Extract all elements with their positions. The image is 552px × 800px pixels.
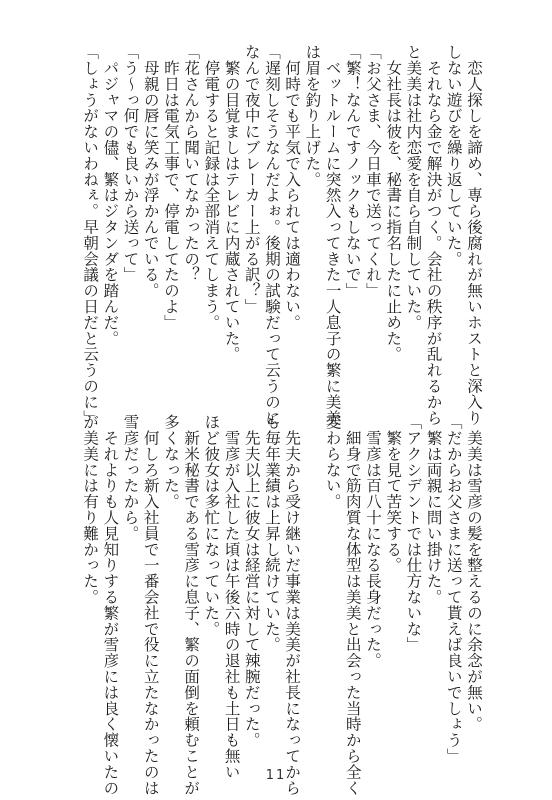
text-line: しない遊びを繰り返していた。: [444, 44, 463, 267]
text-line: 「しょうがないわねぇ。早朝会議の日だと云うのに」: [81, 44, 100, 426]
text-line: それよりも人見知りする繁が雪彦には良く懐いたの: [101, 414, 120, 796]
text-line: 繁を見て苦笑する。: [384, 414, 403, 573]
text-line: 昨日は電気工事で、停電してたのよ」: [161, 44, 180, 331]
upper-text-block: [80, 44, 484, 426]
text-line: 変わらない。: [323, 414, 342, 510]
text-line: 何しろ新入社員で一番会社で役に立たなかったのは: [141, 414, 160, 796]
text-line: 先夫以上に彼女は経営に対して辣腕だった。: [242, 414, 261, 748]
text-line: 「遅刻しそうなんだよぉ。後期の試験だって云うのに: [262, 44, 281, 426]
text-line: 女社長は彼を、秘書に指名したに止めた。: [384, 44, 403, 362]
text-line: 雪彦は百八十になる長身だった。: [363, 414, 382, 669]
text-line: は眉を釣り上げた。: [303, 44, 322, 188]
text-line: 先夫から受け継いだ事業は美美が社長になってから: [283, 414, 302, 796]
text-line: [302, 414, 322, 744]
text-line: 「繁！なんですノックもしないで」: [343, 44, 362, 299]
text-line: それなら金で解決がつく。会社の秩序が乱れるから: [424, 44, 443, 426]
text-line: と美美は社内恋愛を自ら自制していた。: [404, 44, 423, 331]
text-line: 恋人探しを諦め、専ら後腐れが無いホストと深入り: [465, 44, 483, 426]
text-line: 繁は両親に問い掛けた。: [424, 414, 443, 605]
text-line: 何時でも平気で入られては適わない。: [283, 44, 302, 331]
text-line: が美美には有り難かった。: [81, 414, 100, 605]
text-line: 「花さんから聞いてなかったの？: [182, 44, 201, 283]
text-line: も毎年業績は上昇し続けていた。: [262, 414, 281, 653]
text-line: ほど彼女は多忙になっていた。: [202, 414, 221, 637]
page-number: 11: [265, 768, 287, 783]
text-line: 「アクシデントでは仕方ないな」: [404, 414, 423, 653]
text-line: 母親の唇に笑みが浮かんでいる。: [141, 44, 160, 299]
text-line: 新米秘書である雪彦に息子、繁の面倒を頼むことが: [182, 414, 201, 796]
text-line: 「お父さま、今日車で送ってくれ」: [363, 44, 382, 299]
text-line: 「う〜っ何でも良いから送って」: [121, 44, 140, 283]
text-line: なんで夜中にブレーカー上がる訳？」: [242, 44, 261, 315]
text-line: 多くなった。: [161, 414, 180, 510]
text-line: 雪彦だったから。: [121, 414, 140, 542]
text-line: 美美は雪彦の髪を整えるのに余念が無い。: [465, 414, 483, 732]
text-line: 繁の目覚ましはテレビに内蔵されていた。: [222, 44, 241, 362]
text-line: 細身で筋肉質な体型は美美と出会った当時から全く: [343, 414, 362, 796]
text-line: パジャマの儘、繁はジタンダを踏んだ。: [101, 44, 120, 347]
text-line: 停電すると記録は全部消えてしまう。: [202, 44, 221, 331]
text-line: ベットルームに突然入ってきた一人息子の繁に美美: [323, 44, 342, 426]
text-line: 雪彦が入社した頃は午後六時の退社も土日も無い: [222, 414, 241, 780]
text-line: 「だからお父さまに送って貰えば良いでしょう」: [444, 414, 463, 764]
